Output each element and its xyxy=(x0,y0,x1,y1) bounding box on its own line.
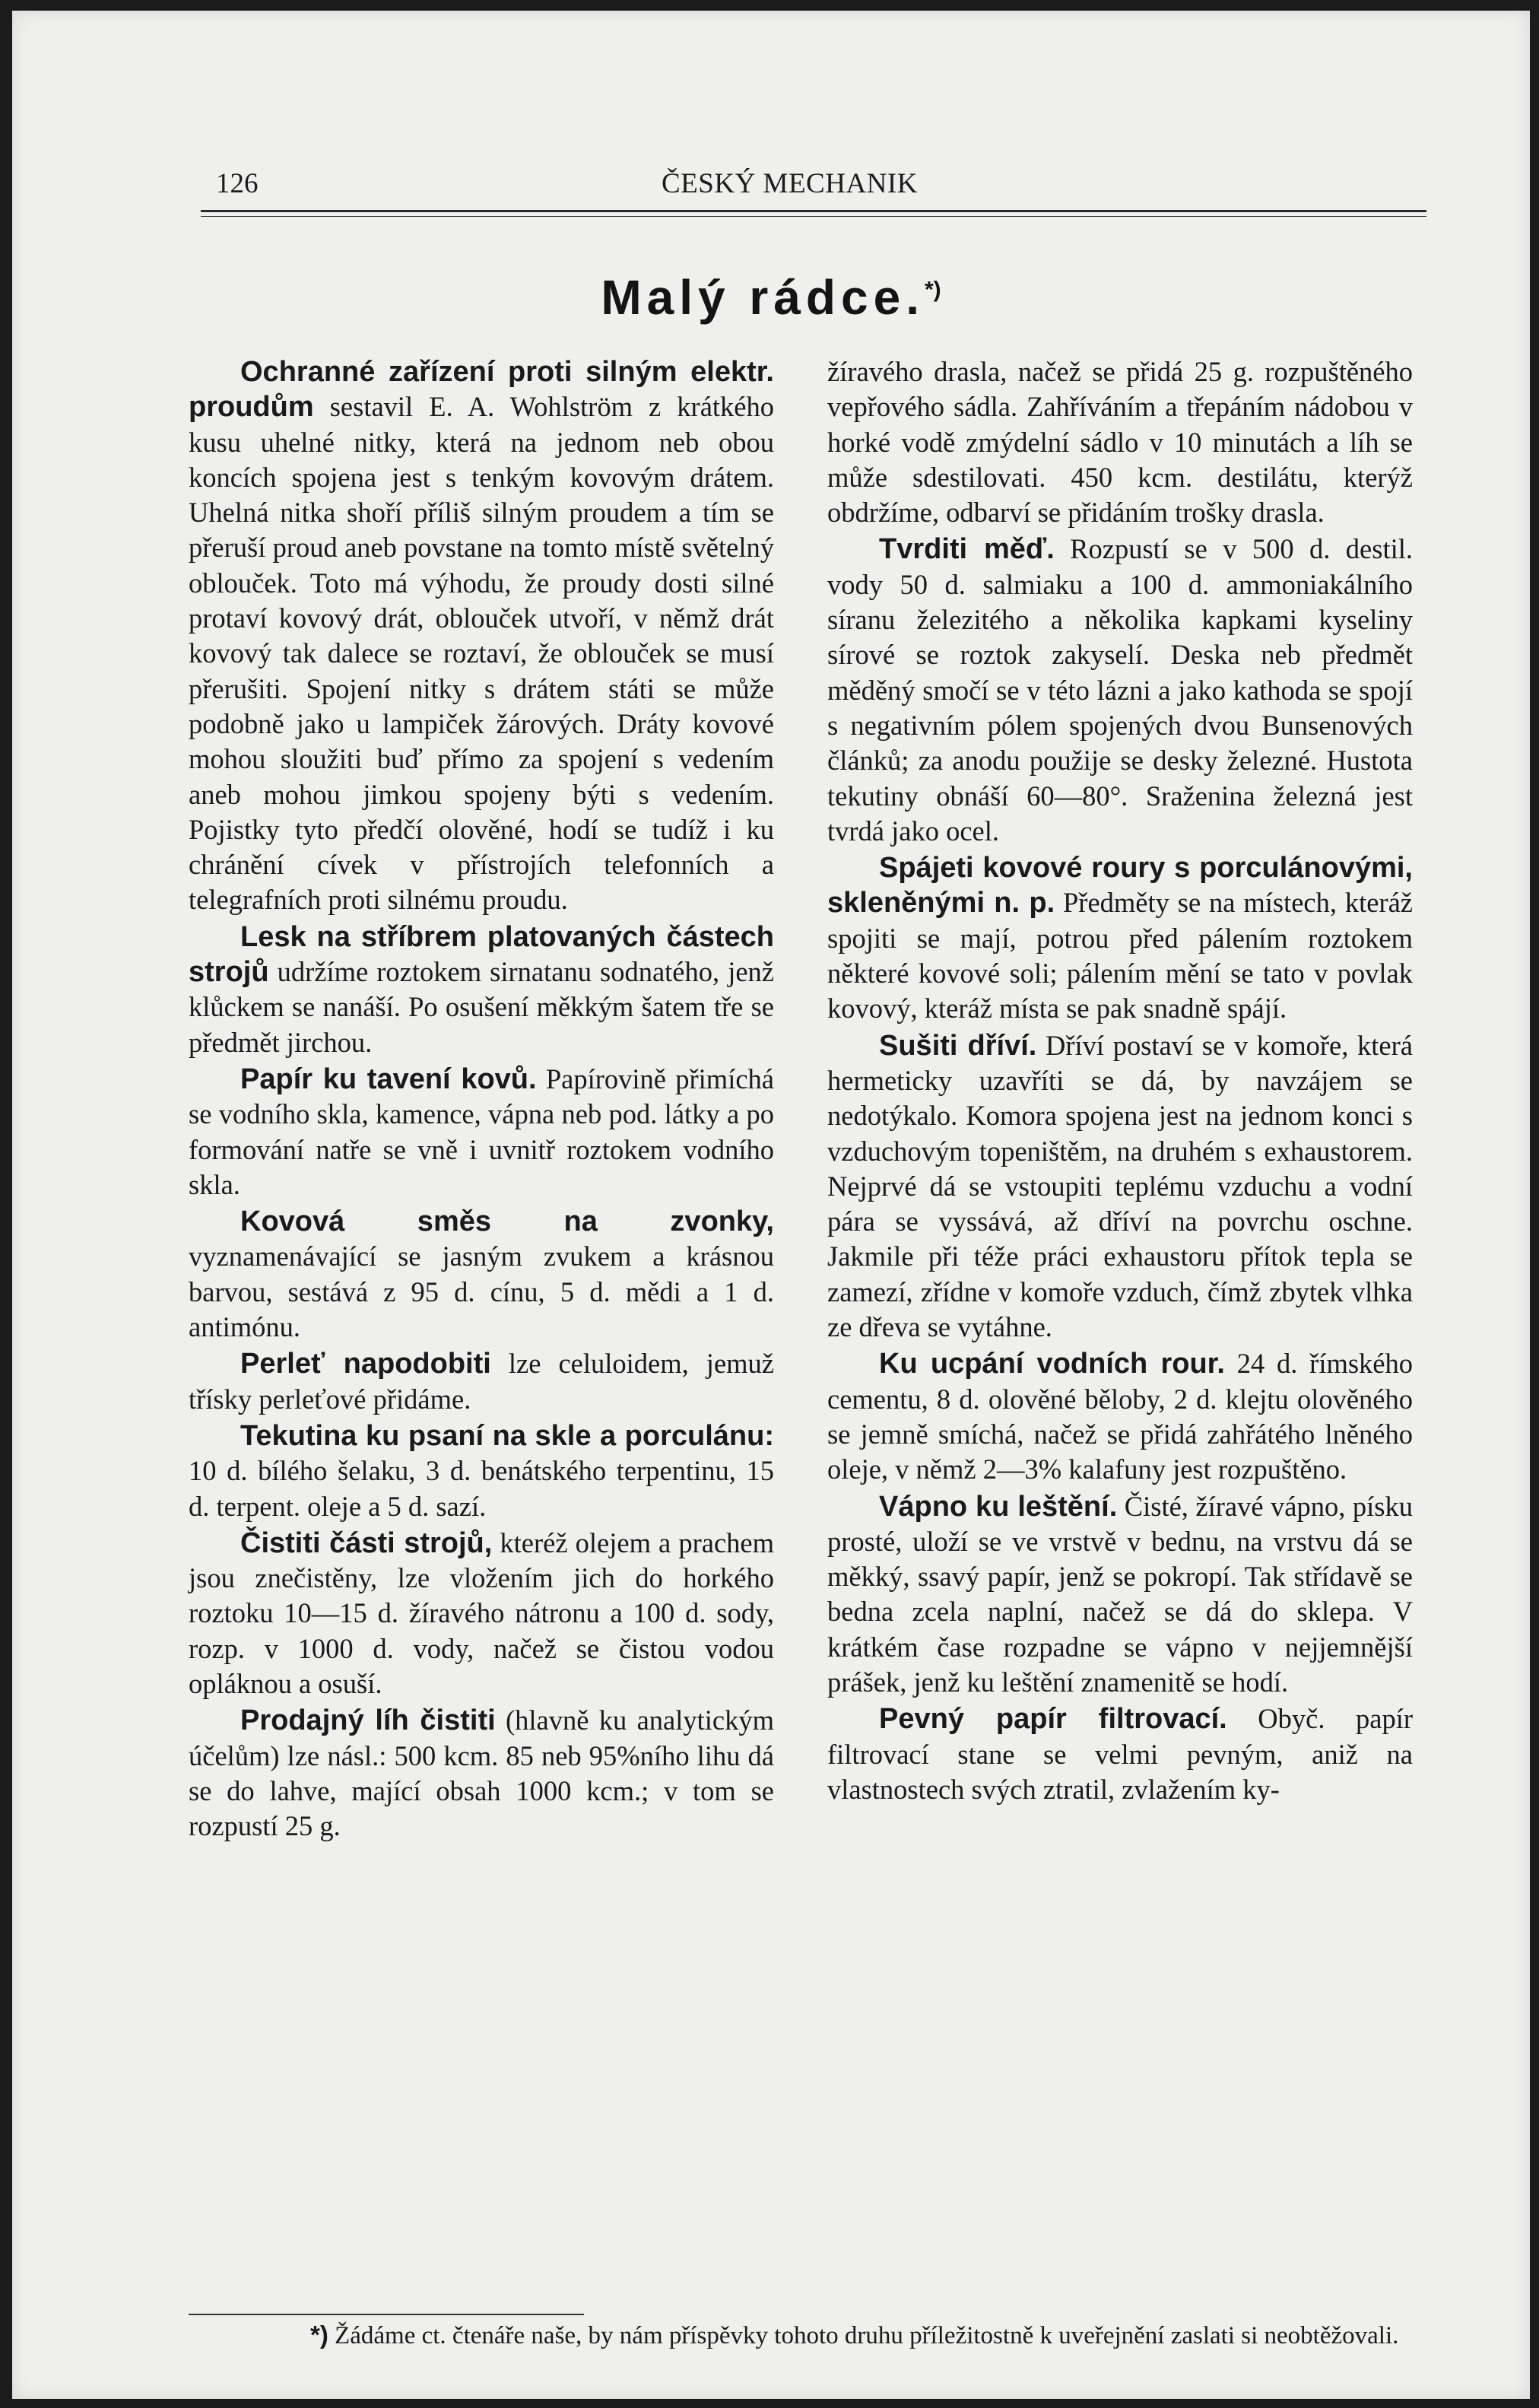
entry xyxy=(189,1526,774,1701)
left-column xyxy=(189,354,774,1844)
entry xyxy=(189,354,774,918)
entry xyxy=(189,1418,774,1524)
entry-text: (hlavně ku analytickým účelům) lze násl.: 500 kcm. 85 neb 95%ního lihu dá se do lahve, mající obsah 1000 kcm.; v tom se rozpustí 25 g. xyxy=(189,1704,774,1842)
entry-text: Obyč. papír filtrovací stane se velmi pevným, aniž na vlastnostech svých ztratil, zvlažením ky- xyxy=(827,1703,1414,1805)
footnote-text: Žádáme ct. čtenáře naše, by nám příspěvky tohoto druhu příležitostně k uveřejnění zaslati si neobtěžovali. xyxy=(328,2322,1399,2349)
entry-heading: Pevný papír filtrovací. xyxy=(879,1703,1227,1736)
title-footnote-mark: *) xyxy=(924,277,941,303)
entry-heading: Sušiti dříví. xyxy=(879,1029,1037,1062)
article-title-text: Malý rádce. xyxy=(601,270,925,325)
entry-text: Papírovině přimíchá se vodního skla, kamence, vápna neb pod. látky a po formování natře se vně i uvnitř roztokem vodního skla. xyxy=(189,1063,774,1200)
entry-text: žíravého drasla, načež se přidá 25 g. rozpuštěného vepřového sádla. Zahříváním a třepáním nádobou v horké vodě zmýdelní sádlo v 10 minutách a líh se může sdestilovati. 450 kcm. destilátu, kterýž obdržíme, odbarví se přidáním trošky drasla. xyxy=(827,356,1413,529)
entry-heading: Čistiti části strojů, xyxy=(240,1526,493,1559)
entry-heading: Tekutina ku psaní na skle a porculánu: xyxy=(240,1419,774,1452)
entry xyxy=(827,850,1413,1026)
right-column xyxy=(827,354,1413,1807)
page xyxy=(12,11,1530,2399)
entry-heading: Tvrditi měď. xyxy=(879,533,1055,566)
entry-text: kteréž olejem a prachem jsou znečistěny, lze vložením jich do horkého roztoku 10—15 d. žíravého nátronu a 100 d. sody, rozp. v 1000 d. vody, načež se čistou vodou opláknou a osuší. xyxy=(189,1526,774,1699)
entry xyxy=(189,1346,774,1417)
entry xyxy=(189,1062,774,1202)
entry-heading: Spájeti kovové roury s porculánovými, skleněnými n. p. xyxy=(827,852,1413,920)
entry xyxy=(189,1703,774,1844)
entry-heading: Papír ku tavení kovů. xyxy=(240,1063,537,1095)
entry xyxy=(827,1346,1413,1487)
entry-heading: Ochranné zařízení proti silným elektr. proudům xyxy=(189,356,774,424)
entry xyxy=(827,532,1413,849)
entry-text: Dříví postaví se v komoře, která hermeticky uzavříti se dá, by navzájem se nedotýkalo. Komora spojena jest na jednom konci s vzduchovým topeništěm, na druhém s exhaustorem. Nejprvé dá se vstoupiti teplému vzduchu a vodní pára se vyssává, až dříví na povrchu oschne. Jakmile při téže práci exhaustoru přítok tepla se zamezí, zřídne v komoře vzduch, čímž zbytek vlhka ze dřeva se vytáhne. xyxy=(827,1029,1413,1343)
entry-heading: Ku ucpání vodních rour. xyxy=(879,1348,1225,1380)
page-number: 126 xyxy=(216,168,259,199)
footnote-mark: *) xyxy=(310,2321,328,2349)
entry-text: lze celuloidem, jemuž třísky perleťové přidáme. xyxy=(189,1348,774,1415)
entry-heading: Vápno ku leštění. xyxy=(879,1490,1118,1523)
entry-heading: Prodajný líh čistiti xyxy=(240,1704,496,1737)
entry-text: Předměty se na místech, kteráž spojiti se mají, potrou před pálením roztokem některé kovové soli; pálením mění se tato v povlak kovový, kteráž místa se pak snadně spájí. xyxy=(827,887,1414,1025)
entry-heading: Lesk na stříbrem platovaných částech strojů xyxy=(189,920,774,989)
entry xyxy=(827,1028,1413,1345)
entry-text: vyznamenávající se jasným zvukem a krásnou barvou, sestává z 95 d. cínu, 5 d. mědi a 1 d. antimónu. xyxy=(189,1241,774,1343)
entry-text: Čisté, žíravé vápno, písku prosté, uloží se ve vrstvě v bednu, na vrstvu dá se měkký, ssavý papír, jenž se pokropí. Tak střídavě se bedna zcela naplní, načež se dá do sklepa. V krátkém čase rozpadne se vápno v nejjemnější prášek, jenž ku leštění znamenitě se hodí. xyxy=(827,1490,1413,1698)
header-rule-thin xyxy=(201,216,1426,217)
footnote-rule xyxy=(189,2314,584,2315)
footnote xyxy=(189,2320,1422,2351)
entry xyxy=(827,1701,1413,1807)
entry xyxy=(189,1204,774,1345)
entry-text: udržíme roztokem sirnatanu sodnatého, jenž klůckem se nanáší. Po osušení měkkým šatem tře se předmět jirchou. xyxy=(189,956,774,1058)
article-title xyxy=(12,269,1530,326)
journal-title: ČESKÝ MECHANIK xyxy=(662,168,918,199)
entry-heading: Kovová směs na zvonky, xyxy=(240,1206,774,1238)
running-header xyxy=(216,167,1425,205)
entry-continuation xyxy=(827,354,1413,530)
entry-text: 10 d. bílého šelaku, 3 d. benátského terpentinu, 15 d. terpent. oleje a 5 d. sazí. xyxy=(189,1455,774,1522)
entry xyxy=(827,1489,1413,1701)
entry xyxy=(189,920,774,1060)
entry-text: Rozpustí se v 500 d. destil. vody 50 d. salmiaku a 100 d. ammoniakálního síranu železitého a několika kapkami kyseliny sírové se roztok zakyselí. Deska neb předmět měděný smočí se v této lázni a jako kathoda se spojí s negativním pólem spojených dvou Bunsenových článků; za anodu použije se desky železné. Hustota tekutiny obnáší 60—80°. Sraženina železná jest tvrdá jako ocel. xyxy=(827,533,1414,847)
header-rule xyxy=(201,210,1426,212)
entry-text: sestavil E. A. Wohlström z krátkého kusu uhelné nitky, která na jednom neb obou koncích spojena jest s tenkým kovovým drátem. Uhelná nitka shoří příliš silným proudem a tím se přeruší proud aneb povstane na tomto místě světelný oblouček. Toto má výhodu, že proudy dosti silné protaví kovový drát, oblouček utvoří, v němž drát kovový tak dalece se roztaví, že oblouček se musí přerušiti. Spojení nitky s drátem státi se může podobně jako u lampiček žárových. Dráty kovové mohou sloužiti buď přímo za spojení s vedením aneb mohou jimkou spojeny býti s vedením. Pojistky tyto předčí olověné, hodí se tudíž i ku chránění cívek v přístrojích telefonních a telegrafních proti silnému proudu. xyxy=(189,391,774,916)
entry-heading: Perleť napodobiti xyxy=(240,1348,491,1380)
entry-text: 24 d. římského cementu, 8 d. olověné běloby, 2 d. klejtu olověného se jemně smíchá, načež se přidá zahřátého lněného oleje, v němž 2—3% kalafuny jest rozpuštěno. xyxy=(827,1348,1414,1485)
